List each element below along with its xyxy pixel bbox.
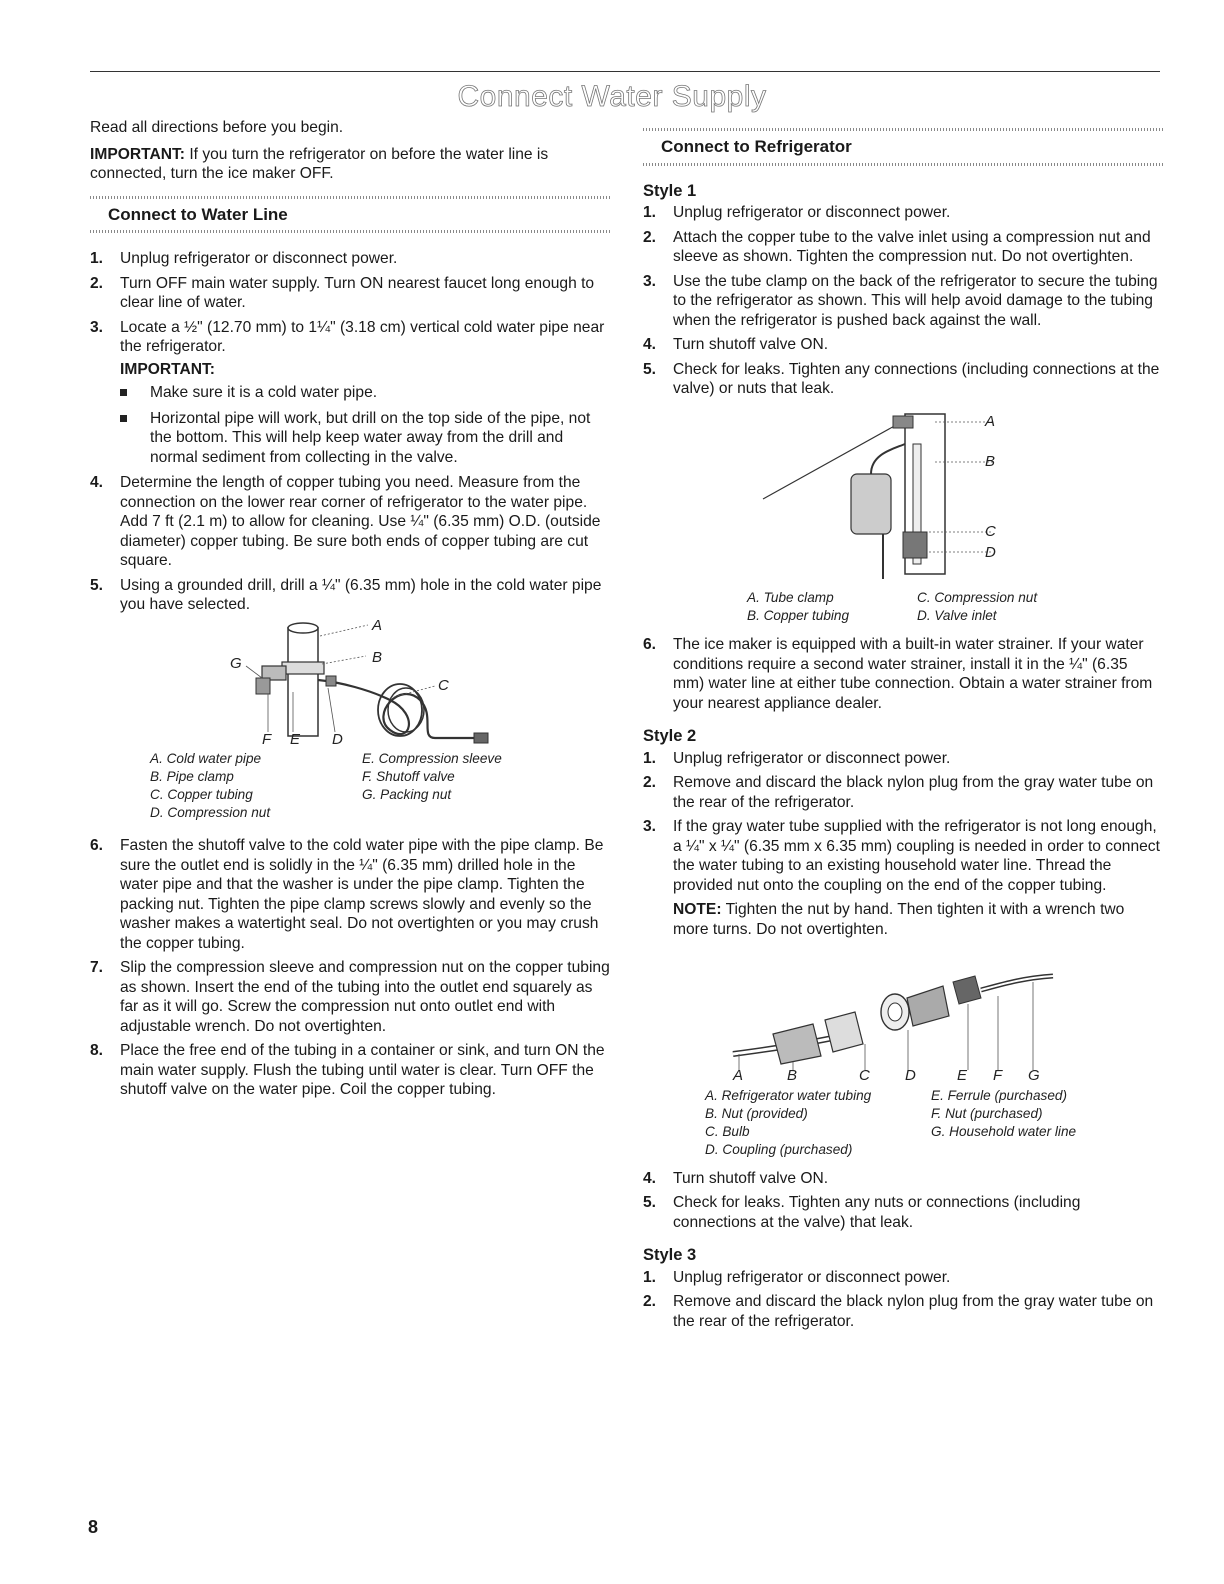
list-item: 6. Fasten the shutoff valve to the cold water pipe with the pipe clamp. Be sure the outlet end is solidly in the ¼" (6.35 mm) drilled hole in the water pipe and that the washer is under the pipe clamp. Tighten the packing nut. Tighten the pipe clamp screws slowly and evenly so the washer makes a watertight seal. Do not overtighten or you may crush the copper tubing.	[90, 837, 604, 952]
style1-heading: Style 1	[643, 181, 697, 200]
list-item: 4. Turn shutoff valve ON.	[643, 1169, 829, 1187]
important-note: IMPORTANT: If you turn the refrigerator on before the water line is connected, turn the ice maker OFF.	[90, 145, 549, 182]
section-title: Connect to Refrigerator	[661, 137, 852, 156]
figure-letter: C	[985, 522, 996, 540]
right-column	[643, 128, 1163, 1336]
list-item: 2. Turn OFF main water supply. Turn ON nearest faucet long enough to clear line of water.	[90, 274, 595, 311]
list-item: 2. Attach the copper tube to the valve inlet using a compression nut and sleeve as shown. Tighten the compression nut. Do not overtighten.	[643, 228, 1151, 265]
list-item: 5. Using a grounded drill, drill a ¼" (6.35 mm) hole in the cold water pipe you have selected.	[90, 576, 602, 613]
figure-letter: D	[332, 730, 343, 745]
style2-heading: Style 2	[643, 727, 697, 745]
style3-heading: Style 3	[643, 1246, 697, 1264]
shutoff-valve-figure	[90, 620, 610, 823]
figure-letter: A	[985, 412, 996, 430]
figure-letter: C	[438, 676, 449, 694]
valve-inlet-figure	[643, 404, 1163, 626]
list-item: 1. Unplug refrigerator or disconnect power.	[643, 749, 951, 767]
water-line-steps	[90, 249, 610, 615]
list-item: 5. Check for leaks. Tighten any connections (including connections at the valve) or nuts that leak.	[643, 360, 1160, 397]
page-title: Connect Water Supply	[457, 80, 767, 113]
list-item: 2. Remove and discard the black nylon plug from the gray water tube on the rear of the refrigerator.	[643, 1293, 1154, 1330]
section-connect-refrigerator	[643, 128, 1163, 166]
list-item: 3. Use the tube clamp on the back of the refrigerator to secure the tubing to the refrigerator as shown. This will help avoid damage to the tubing when the refrigerator is pushed back against the wall.	[643, 272, 1158, 329]
figure-letter: A	[372, 619, 383, 634]
list-item: 3. Locate a ½" (12.70 mm) to 1¼" (3.18 cm) vertical cold water pipe near the refrigerator. IMPORTANT: Make sure it is a cold water pipe. Horizontal pipe will work, but drill on the top side of the pipe, not the bottom. This will help keep water away from the drill and normal sediment from collecting in the valve.	[90, 318, 610, 468]
section-title: Connect to Water Line	[108, 204, 288, 224]
coupling-illustration	[643, 946, 1163, 1081]
figure-letter: B	[787, 1067, 798, 1081]
figure-letter: B	[985, 452, 996, 470]
figure-captions: A. Refrigerator water tubing E. Ferrule (purchased) B. Nut (provided) F. Nut (purchased) C. Bulb G. Household water line D. Coupling (purchased)	[705, 1087, 1077, 1157]
list-item: 6. The ice maker is equipped with a built-in water strainer. If your water conditions require a second water strainer, install it in the ¼" (6.35 mm) water line at either tube connection. Obtain a water strainer from your nearest appliance dealer.	[643, 636, 1153, 712]
section-connect-water-line	[90, 196, 610, 234]
figure-letter: G	[230, 654, 242, 672]
list-item: 7. Slip the compression sleeve and compression nut on the copper tubing as shown. Insert the end of the tubing into the outlet end squarely as far as it will go. Screw the compression nut onto outlet end with adjustable wrench. Do not overtighten.	[90, 959, 610, 1035]
list-item: 1. Unplug refrigerator or disconnect power.	[643, 1268, 951, 1286]
water-line-steps-continued	[90, 836, 610, 1100]
figure-letter: A	[733, 1067, 744, 1081]
coupling-figure	[643, 946, 1163, 1159]
style1-steps	[643, 203, 1163, 399]
list-item: 1. Unplug refrigerator or disconnect power.	[90, 250, 398, 267]
style1-steps-continued	[643, 635, 1163, 713]
list-item: 3. If the gray water tube supplied with the refrigerator is not long enough, a ¼" x ¼" (6.35 mm x 6.35 mm) coupling is needed in order to connect the water tubing to an existing household water line. Thread the provided nut onto the coupling on the end of the copper tubing. NOTE: Tighten the nut by hand. Then tighten it with a wrench two more turns. Do not overtighten.	[643, 817, 1163, 939]
list-item: 8. Place the free end of the tubing in a container or sink, and turn ON the main water supply. Flush the tubing until water is clear. Turn OFF the shutoff valve on the water pipe. Coil the copper tubing.	[90, 1042, 605, 1098]
figure-letter: G	[1028, 1067, 1040, 1081]
page-number: 8	[88, 1517, 99, 1537]
valve-inlet-illustration	[643, 404, 1163, 584]
figure-captions: A. Cold water pipe E. Compression sleeve B. Pipe clamp F. Shutoff valve C. Copper tubing G. Packing nut D. Compression nut	[150, 751, 502, 820]
style3-steps	[643, 1268, 1163, 1332]
style2-note: NOTE: Tighten the nut by hand. Then tighten it with a wrench two more turns. Do not overtighten.	[673, 901, 1125, 938]
style2-steps-continued	[643, 1169, 1163, 1233]
figure-letter: D	[905, 1067, 916, 1081]
top-rule	[90, 71, 1160, 72]
bullet-item: Make sure it is a cold water pipe.	[120, 383, 610, 403]
figure-letter: D	[985, 543, 996, 561]
list-item: 4. Determine the length of copper tubing you need. Measure from the connection on the lower rear corner of refrigerator to the water pipe. Add 7 ft (2.1 m) to allow for cleaning. Use ¼" (6.35 mm) O.D. (outside diameter) copper tubing. Be sure both ends of copper tubing are cut square.	[90, 474, 601, 569]
list-item: 5. Check for leaks. Tighten any nuts or connections (including connections at the valve) that leak.	[643, 1194, 1081, 1231]
figure-letter: C	[859, 1067, 870, 1081]
important-bullets	[120, 383, 610, 467]
figure-letter: B	[372, 648, 383, 666]
bullet-item: Horizontal pipe will work, but drill on the top side of the pipe, not the bottom. This will help keep water away from the drill and normal sediment from collecting in the valve.	[120, 409, 610, 468]
shutoff-valve-illustration	[90, 620, 610, 745]
figure-letter: E	[290, 730, 301, 745]
list-item: 1. Unplug refrigerator or disconnect power.	[643, 204, 951, 221]
list-item: 2. Remove and discard the black nylon plug from the gray water tube on the rear of the refrigerator.	[643, 774, 1154, 811]
figure-letter: E	[957, 1067, 968, 1081]
figure-captions: A. Tube clamp C. Compression nut B. Copper tubing D. Valve inlet	[747, 590, 1038, 623]
style2-steps	[643, 749, 1163, 940]
list-item: 4. Turn shutoff valve ON.	[643, 336, 829, 353]
figure-letter: F	[993, 1067, 1003, 1081]
step3-important: IMPORTANT:	[120, 360, 215, 378]
left-column	[90, 118, 610, 1105]
intro-text: Read all directions before you begin.	[90, 119, 344, 136]
figure-letter: F	[262, 730, 272, 745]
